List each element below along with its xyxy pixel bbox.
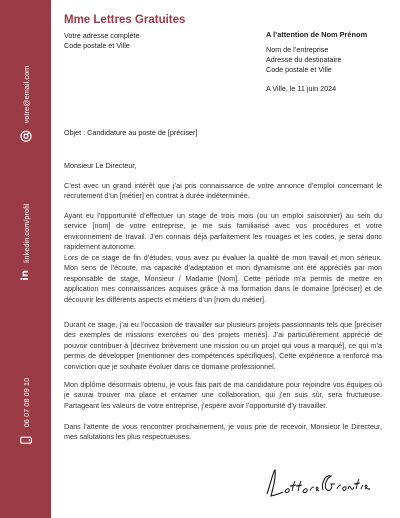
- paragraph-2: Ayant eu l’opportunité d’effectuer un stage de trois mois (ou un emploi saisonnier) au sein du service [nom] de votre entreprise, je me suis familiarisé avec vos procédures et votre environnement de travail. J’en connais déjà parfaitement les rouages et les codes, je serai donc rapidement autonome.: [64, 211, 382, 252]
- paragraph-1: C’est avec un grand intérêt que j’ai pris connaissance de votre annonce d’emploi concernant le recrutement d’un [métier] en contrat à durée indéterminée.: [64, 181, 382, 201]
- sidebar-email[interactable]: votre@email.com: [21, 65, 31, 124]
- sidebar: [0, 0, 51, 518]
- place-date: A Ville, le 11 juin 2024: [266, 84, 337, 93]
- recipient-address: Adresse du destinataire: [266, 55, 342, 64]
- paragraph-4: Durant ce stage, j’ai eu l’occasion de travailler sur plusieurs projets passionnants tels que [préciser des exemples de missions exercées ou des projets menés]. J’ai particulièrement apprécié de pouvoir contribuer à [décrivez brièvement une mission ou un projet qui vous a marqué], ce qui m’a permis de développer [mentionner des compétences spécifiques]. Cette expérience a renforcé ma conviction que je souhaite évoluer dans ce domaine professionnel.: [64, 320, 382, 371]
- letter-page: [51, 0, 400, 518]
- recipient-attention: A l’attention de Nom Prénom: [266, 30, 368, 39]
- paragraph-6: Dans l’attente de vous rencontrer prochainement, je vous prie de recevoir, Monsieur le Directeur, mes salutations les plus respectueuses.: [64, 422, 382, 442]
- sidebar-linkedin[interactable]: linkedin.com/profil: [21, 203, 31, 263]
- sidebar-phone[interactable]: 06 07 08 09 10: [21, 377, 31, 428]
- recipient-company: Nom de l’entreprise: [266, 45, 329, 54]
- paragraph-3: Lors de ce stage de fin d’études, vous avez pu évaluer la qualité de mon travail et mon sérieux. Mon sens de l’écoute, ma capacité d’adaptation et mon dynamisme ont été appréciés par mon responsable de stage, Monsieur / Madame [Nom]. Cette période m’a permis de mettre en application mes connaissances acquises grâce à ma formation dans le domaine [préciser] et de découvrir les différents aspects et métiers d’un [nom du métier].: [64, 253, 382, 304]
- recipient-city: Code postale et Ville: [266, 65, 332, 74]
- letter-object: Objet : Candidature au poste de [préciser]: [64, 128, 198, 137]
- letter-greeting: Monsieur Le Directeur,: [64, 161, 137, 170]
- linkedin-icon: in: [20, 269, 31, 281]
- sender-address: Votre adresse complète: [64, 31, 140, 40]
- paragraph-5: Mon diplôme désormais obtenu, je vous fais part de ma candidature pour rejoindre vos équipes où je saurai trouver ma place et entamer une collaboration, qui j’en suis sûr, sera fructueuse. Partageant les valeurs de votre entreprise, j’espère avoir l’opportunité d’y travailler.: [64, 380, 382, 410]
- phone-icon: [20, 434, 32, 446]
- recipient-block: [266, 30, 396, 75]
- signature-image: [261, 464, 371, 504]
- sender-city: Code postale et Ville: [64, 41, 130, 50]
- at-sign-icon: [20, 130, 32, 142]
- sender-name: Mme Lettres Gratuites: [64, 14, 186, 26]
